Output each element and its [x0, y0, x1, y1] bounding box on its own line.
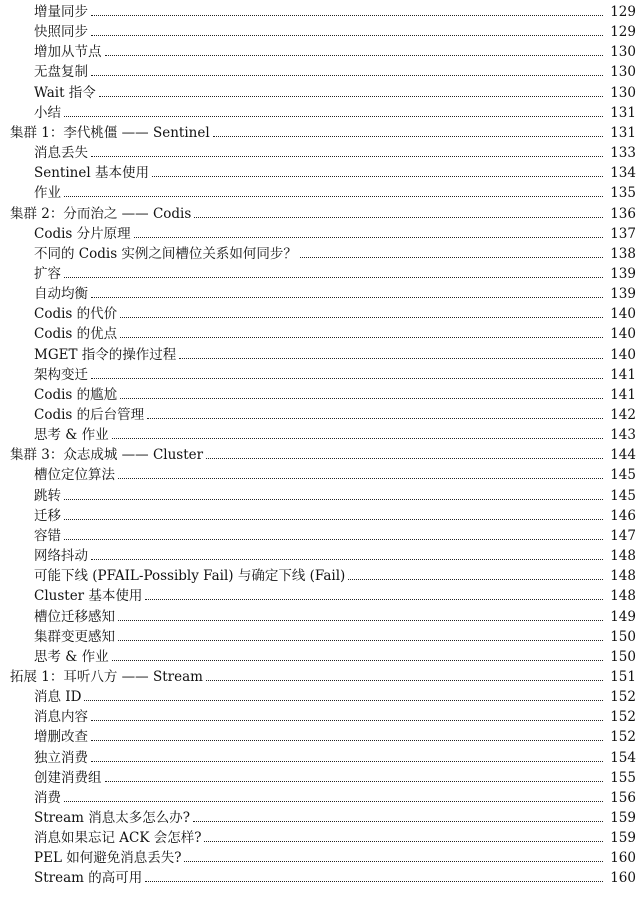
dot-leader [118, 478, 603, 479]
toc-page-number: 135 [610, 185, 636, 202]
toc-section-row [0, 222, 640, 242]
dot-leader [112, 438, 603, 439]
toc-section-row [0, 262, 640, 282]
toc-title: Codis 的代价 [34, 306, 118, 323]
toc-title: 增量同步 [34, 4, 88, 20]
toc-section-row [0, 826, 640, 846]
toc-page-number: 129 [610, 24, 636, 41]
toc-page-number: 139 [610, 286, 636, 303]
dot-leader [64, 519, 603, 520]
toc-page-number: 159 [610, 810, 636, 826]
toc-page-number: 160 [610, 850, 636, 867]
toc-page-number: 131 [610, 104, 636, 121]
toc-page-number: 147 [610, 527, 636, 544]
dot-leader [194, 217, 603, 218]
toc-section-row [0, 584, 640, 604]
toc-title: 快照同步 [34, 24, 88, 41]
toc-section-row [0, 866, 640, 886]
toc-page-number: 141 [610, 386, 636, 403]
toc-page-number: 160 [610, 870, 636, 887]
dot-leader [105, 781, 604, 782]
toc-section-row [0, 181, 640, 201]
toc-page-number: 152 [610, 729, 636, 746]
toc-section-row [0, 101, 640, 121]
toc-page-number: 152 [610, 689, 636, 706]
dot-leader [91, 297, 603, 298]
toc-title: Wait 指令 [34, 84, 96, 101]
toc-section-row [0, 302, 640, 322]
toc-page-number: 144 [610, 447, 636, 464]
toc-title: 集群 2：分而治之 —— Codis [10, 205, 192, 222]
toc-page-number: 145 [610, 487, 636, 504]
dot-leader [145, 881, 603, 882]
toc-title: MGET 指令的操作过程 [34, 346, 177, 363]
toc-section-row [0, 766, 640, 786]
toc-title: 扩容 [34, 265, 61, 282]
toc-title: 拓展 1：耳听八方 —— Stream [10, 668, 203, 685]
toc-page-number: 130 [610, 84, 636, 101]
toc-title: 网络抖动 [34, 548, 88, 565]
toc-title: 自动均衡 [34, 286, 88, 303]
toc-title: Codis 的尴尬 [34, 386, 118, 403]
toc-section-row [0, 242, 640, 262]
toc-title: Codis 的后台管理 [34, 407, 145, 423]
dot-leader [64, 499, 603, 500]
toc-title: 不同的 Codis 实例之间槽位关系如何同步？ [34, 245, 297, 262]
dot-leader [204, 841, 603, 842]
dot-leader [112, 660, 603, 661]
toc-title: 消息如果忘记 ACK 会怎样? [34, 830, 202, 847]
toc-page-number: 145 [610, 467, 636, 484]
toc-title: 集群 1：李代桃僵 —— Sentinel [10, 124, 210, 141]
toc-page-number: 140 [610, 346, 636, 363]
toc-title: 容错 [34, 527, 61, 544]
toc-section-row [0, 20, 640, 40]
toc-page-number: 133 [610, 145, 636, 162]
toc-title: Cluster 基本使用 [34, 588, 143, 605]
dot-leader [206, 458, 603, 459]
toc-section-row [0, 605, 640, 625]
toc-title: 消息 ID [34, 689, 82, 706]
dot-leader [91, 35, 603, 36]
toc-page-number: 141 [610, 366, 636, 383]
toc-page-number: 129 [610, 4, 636, 20]
toc-title: 集群变更感知 [34, 628, 115, 645]
toc-section-row [0, 524, 640, 544]
toc-title: 跳转 [34, 487, 61, 504]
toc-section-row [0, 141, 640, 161]
toc-page-number: 143 [610, 427, 636, 444]
dot-leader [64, 196, 603, 197]
dot-leader [118, 620, 603, 621]
toc-page-number: 139 [610, 265, 636, 282]
toc-section-row [0, 40, 640, 60]
toc-page-number: 149 [610, 608, 636, 625]
toc-title: 思考 & 作业 [34, 648, 109, 665]
toc-title: 无盘复制 [34, 64, 88, 81]
toc-section-row [0, 846, 640, 866]
dot-leader [91, 761, 603, 762]
toc-title: 槽位迁移感知 [34, 608, 115, 625]
toc-section-row [0, 60, 640, 80]
toc-page-number: 150 [610, 648, 636, 665]
dot-leader [300, 257, 603, 258]
toc-title: Codis 分片原理 [34, 225, 131, 242]
toc-section-row [0, 0, 640, 20]
toc-page-number: 137 [610, 225, 636, 242]
toc-title: 作业 [34, 185, 61, 202]
toc-section-row [0, 544, 640, 564]
toc-page-number: 155 [610, 769, 636, 786]
toc-title: Sentinel 基本使用 [34, 165, 149, 182]
toc-section-row [0, 322, 640, 342]
toc-chapter-row [0, 665, 640, 685]
dot-leader [91, 720, 603, 721]
toc-title: 消息丢失 [34, 145, 88, 162]
toc-section-row [0, 423, 640, 443]
toc-title: 增加从节点 [34, 44, 102, 61]
toc-page-number: 140 [610, 326, 636, 343]
dot-leader [145, 599, 603, 600]
toc-title: 架构变迁 [34, 366, 88, 383]
dot-leader [134, 237, 603, 238]
dot-leader [118, 640, 603, 641]
toc-section-row [0, 705, 640, 725]
toc-title: 可能下线 (PFAIL-Possibly Fail) 与确定下线 (Fail) [34, 568, 346, 585]
toc-page-number: 146 [610, 507, 636, 524]
toc-title: 槽位定位算法 [34, 467, 115, 484]
toc-title: 独立消费 [34, 749, 88, 766]
toc-section-row [0, 725, 640, 745]
toc-section-row [0, 564, 640, 584]
dot-leader [120, 398, 603, 399]
dot-leader [348, 579, 603, 580]
toc-section-row [0, 383, 640, 403]
toc-section-row [0, 806, 640, 826]
dot-leader [64, 277, 603, 278]
toc-title: 集群 3：众志成城 —— Cluster [10, 447, 204, 464]
toc-chapter-row [0, 202, 640, 222]
toc-page-number: 159 [610, 830, 636, 847]
toc-section-row [0, 161, 640, 181]
dot-leader [64, 539, 603, 540]
toc-title: 增删改查 [34, 729, 88, 746]
toc-page-number: 152 [610, 709, 636, 726]
toc-title: 思考 & 作业 [34, 427, 109, 444]
toc-chapter-row [0, 443, 640, 463]
toc-section-row [0, 504, 640, 524]
toc-section-row [0, 403, 640, 423]
toc-section-row [0, 786, 640, 806]
dot-leader [147, 418, 603, 419]
dot-leader [105, 55, 604, 56]
toc-section-row [0, 625, 640, 645]
dot-leader [91, 559, 603, 560]
dot-leader [91, 378, 603, 379]
toc-section-row [0, 463, 640, 483]
dot-leader [91, 740, 603, 741]
dot-leader [179, 358, 603, 359]
toc-page-number: 151 [610, 668, 636, 685]
toc-page-number: 134 [610, 165, 636, 182]
toc-title: 创建消费组 [34, 769, 102, 786]
toc-section-row [0, 282, 640, 302]
toc-section-row [0, 685, 640, 705]
toc-page-number: 131 [610, 124, 636, 141]
toc-title: 迁移 [34, 507, 61, 524]
toc-page-number: 154 [610, 749, 636, 766]
dot-leader [91, 15, 603, 16]
dot-leader [84, 700, 603, 701]
toc-page-number: 150 [610, 628, 636, 645]
dot-leader [184, 861, 603, 862]
dot-leader [120, 337, 603, 338]
toc-section-row [0, 363, 640, 383]
toc-section-row [0, 81, 640, 101]
dot-leader [91, 156, 603, 157]
toc-page-number: 130 [610, 64, 636, 81]
toc-page-number: 130 [610, 44, 636, 61]
toc-page-number: 142 [610, 407, 636, 423]
toc-title: 消息内容 [34, 709, 88, 726]
dot-leader [193, 821, 603, 822]
toc-title: 消费 [34, 789, 61, 806]
toc-page-number: 140 [610, 306, 636, 323]
toc-page-number: 148 [610, 548, 636, 565]
toc-page-number: 136 [610, 205, 636, 222]
dot-leader [64, 801, 603, 802]
dot-leader [91, 75, 603, 76]
toc-page-number: 156 [610, 789, 636, 806]
toc-chapter-row [0, 121, 640, 141]
toc-page-number: 148 [610, 588, 636, 605]
dot-leader [152, 176, 603, 177]
toc-page-number: 148 [610, 568, 636, 585]
toc-section-row [0, 343, 640, 363]
dot-leader [213, 136, 603, 137]
toc-page-number: 138 [610, 245, 636, 262]
toc-title: 小结 [34, 104, 61, 121]
dot-leader [120, 317, 603, 318]
dot-leader [64, 116, 603, 117]
toc-section-row [0, 484, 640, 504]
dot-leader [99, 96, 603, 97]
toc-title: Stream 消息太多怎么办? [34, 810, 190, 826]
toc-title: Stream 的高可用 [34, 870, 143, 887]
dot-leader [206, 680, 603, 681]
toc-section-row [0, 645, 640, 665]
toc-section-row [0, 746, 640, 766]
toc-title: Codis 的优点 [34, 326, 118, 343]
toc-title: PEL 如何避免消息丢失? [34, 850, 182, 867]
